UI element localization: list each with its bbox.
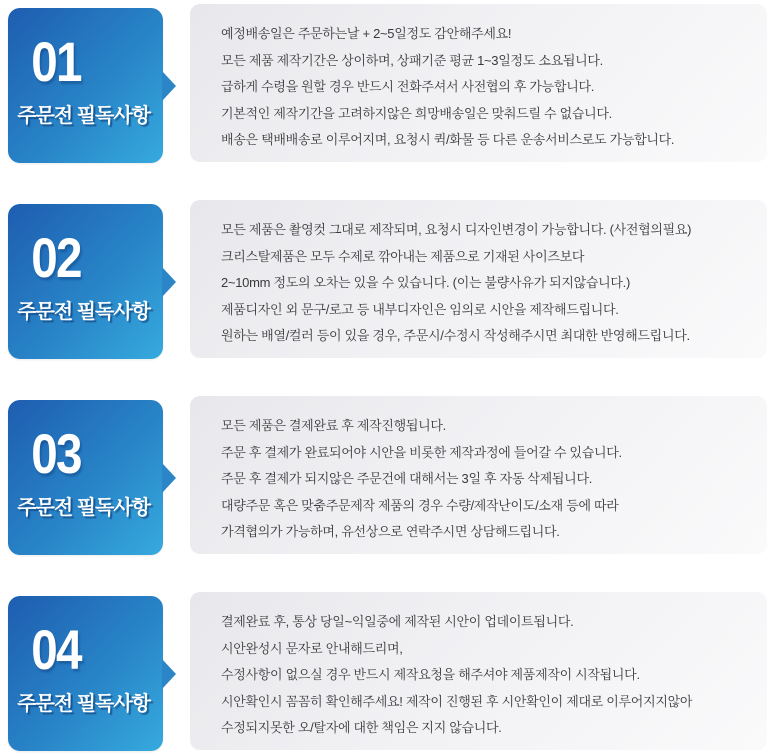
section-badge-02	[8, 204, 163, 359]
notice-section-02	[0, 198, 770, 362]
section-badge-04	[8, 596, 163, 751]
notice-panel-04	[190, 592, 767, 750]
notice-line: 예정배송일은 주문하는날 + 2~5일정도 감안해주세요!	[221, 26, 512, 41]
section-badge-label: 주문전 필독사항	[17, 497, 150, 519]
notice-section-04	[0, 590, 770, 754]
notice-line: 2~10mm 정도의 오차는 있을 수 있습니다. (이는 불량사유가 되지않습니다.)	[221, 275, 631, 291]
notice-line: 가격협의가 가능하며, 유선상으로 연락주시면 상담해드립니다.	[221, 524, 560, 540]
notice-line: 모든 제품은 촬영컷 그대로 제작되며, 요청시 디자인변경이 가능합니다. (사전협의필요)	[221, 222, 692, 237]
notice-section-03	[0, 394, 770, 558]
notice-line: 주문 후 결제가 완료되어야 시안을 비롯한 제작과정에 들어갈 수 있습니다.	[221, 444, 622, 460]
arrow-right-icon	[162, 659, 176, 689]
notice-text-block	[190, 4, 767, 154]
notice-line: 급하게 수령을 원할 경우 반드시 전화주셔서 사전협의 후 가능합니다.	[221, 79, 595, 95]
arrow-right-icon	[162, 463, 176, 493]
notice-panel-02	[190, 200, 767, 358]
section-badge-label: 주문전 필독사항	[17, 301, 150, 323]
notice-line: 시안확인시 꼼꼼히 확인해주세요! 제작이 진행된 후 시안확인이 제대로 이루어지지않아	[221, 693, 693, 709]
notice-section-01	[0, 2, 770, 166]
notice-line: 주문 후 결제가 되지않은 주문건에 대해서는 3일 후 자동 삭제됩니다.	[221, 471, 593, 487]
section-number: 02	[31, 226, 81, 289]
section-number: 03	[31, 422, 81, 485]
section-number: 01	[31, 30, 81, 93]
notice-line: 배송은 택배배송로 이루어지며, 요청시 퀵/화물 등 다른 운송서비스로도 가능합니다.	[221, 132, 675, 148]
section-badge-01	[8, 8, 163, 163]
notice-line: 모든 제품 제작기간은 상이하며, 상패기준 평균 1~3일정도 소요됩니다.	[221, 52, 603, 68]
notice-line: 모든 제품은 결제완료 후 제작진행됩니다.	[221, 418, 446, 433]
notice-panel-01	[190, 4, 767, 162]
notice-line: 대량주문 혹은 맞춤주문제작 제품의 경우 수량/제작난이도/소재 등에 따라	[221, 497, 619, 513]
notice-line: 수정되지못한 오/탈자에 대한 책임은 지지 않습니다.	[221, 720, 502, 736]
section-badge-label: 주문전 필독사항	[17, 105, 150, 127]
notice-line: 원하는 배열/컬러 등이 있을 경우, 주문시/수정시 작성해주시면 최대한 반영해드립니다.	[221, 328, 690, 344]
notice-text-block	[190, 200, 767, 350]
notice-line: 결제완료 후, 통상 당일~익일중에 제작된 시안이 업데이트됩니다.	[221, 614, 574, 629]
notice-line: 크리스탈제품은 모두 수제로 깎아내는 제품으로 기재된 사이즈보다	[221, 248, 585, 264]
notice-line: 제품디자인 외 문구/로고 등 내부디자인은 임의로 시안을 제작해드립니다.	[221, 301, 619, 317]
arrow-right-icon	[162, 71, 176, 101]
notice-line: 시안완성시 문자로 안내해드리며,	[221, 640, 403, 656]
notice-panel-03	[190, 396, 767, 554]
arrow-right-icon	[162, 267, 176, 297]
section-badge-03	[8, 400, 163, 555]
notice-line: 수정사항이 없으실 경우 반드시 제작요청을 해주셔야 제품제작이 시작됩니다.	[221, 667, 640, 683]
section-number: 04	[31, 618, 81, 681]
notice-text-block	[190, 592, 767, 742]
notice-line: 기본적인 제작기간을 고려하지않은 희망배송일은 맞춰드릴 수 없습니다.	[221, 105, 612, 121]
section-badge-label: 주문전 필독사항	[17, 693, 150, 715]
notice-text-block	[190, 396, 767, 546]
